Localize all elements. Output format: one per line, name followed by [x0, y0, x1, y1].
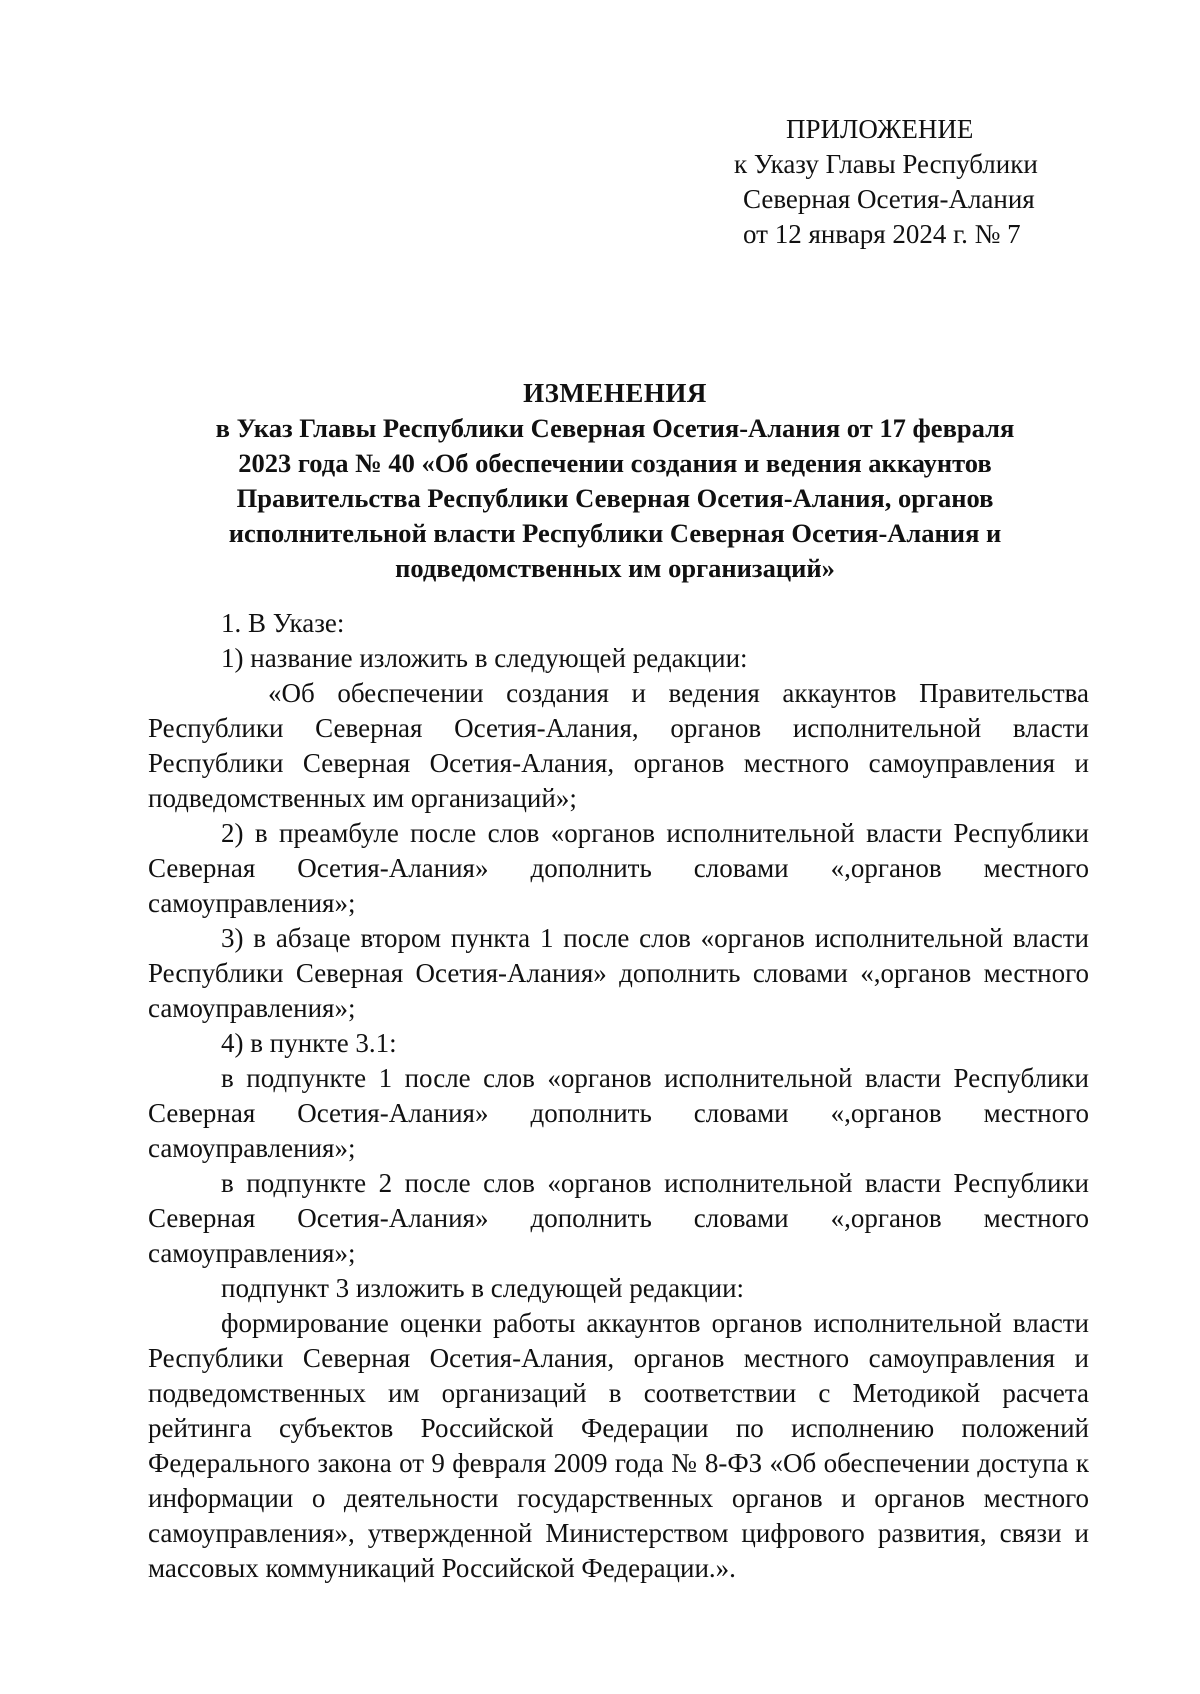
paragraph-sub-subitem-3: подпункт 3 изложить в следующей редакции: — [221, 1273, 745, 1303]
paragraph-subitem-3: 3) в абзаце втором пункта 1 после слов «органов исполнительной власти Республики Северная Осетия-Алания» дополнить словами «,органов местного самоуправления»; — [148, 923, 1089, 1023]
heading-subtitle-line: 2023 года № 40 «Об обеспечении создания и ведения аккаунтов — [238, 448, 992, 478]
appendix-title: ПРИЛОЖЕНИЕ — [786, 114, 974, 144]
paragraph-sub-subitem-1: в подпункте 1 после слов «органов исполнительной власти Республики Северная Осетия-Алания» дополнить словами «,органов местного самоуправления»; — [148, 1063, 1089, 1163]
paragraph-subitem-1: 1) название изложить в следующей редакции: — [221, 643, 748, 673]
heading-subtitle-line: подведомственных им организаций» — [395, 553, 835, 583]
paragraph-new-title: «Об обеспечении создания и ведения аккаунтов Правительства Республики Северная Осетия-Алания, органов исполнительной власти Республики Северная Осетия-Алания, органов местного самоуправления и подведомственных им организаций»; — [148, 678, 1089, 813]
document-heading — [150, 376, 1080, 586]
heading-subtitle-line: исполнительной власти Республики Северная Осетия-Алания и — [228, 518, 1002, 548]
paragraph-new-wording: формирование оценки работы аккаунтов органов исполнительной власти Республики Северная Осетия-Алания, органов местного самоуправления и подведомственных им организаций в соответствии с Методикой расчета рейтинга субъектов Российской Федерации по исполнению положений Федерального закона от 9 февраля 2009 года № 8-ФЗ «Об обеспечении доступа к информации о деятельности государственных органов и органов местного самоуправления», утвержденной Министерством цифрового развития, связи и массовых коммуникаций Российской Федерации.». — [148, 1308, 1089, 1583]
appendix-block — [724, 112, 1054, 252]
document-body — [148, 606, 1089, 1586]
paragraph-sub-subitem-2: в подпункте 2 после слов «органов исполнительной власти Республики Северная Осетия-Алания» дополнить словами «,органов местного самоуправления»; — [148, 1168, 1089, 1268]
heading-subtitle-line: Правительства Республики Северная Осетия-Алания, органов — [236, 483, 994, 513]
appendix-line-date: от 12 января 2024 г. № 7 — [743, 219, 1021, 249]
appendix-line-decree: к Указу Главы Республики — [734, 149, 1038, 179]
paragraph-subitem-4: 4) в пункте 3.1: — [221, 1028, 397, 1058]
appendix-line-republic: Северная Осетия-Алания — [743, 184, 1035, 214]
paragraph-item-1: 1. В Указе: — [221, 608, 345, 638]
heading-subtitle-line: в Указ Главы Республики Северная Осетия-Алания от 17 февраля — [215, 413, 1015, 443]
heading-title: ИЗМЕНЕНИЯ — [523, 378, 707, 408]
paragraph-subitem-2: 2) в преамбуле после слов «органов исполнительной власти Республики Северная Осетия-Алания» дополнить словами «,органов местного самоуправления»; — [148, 818, 1089, 918]
